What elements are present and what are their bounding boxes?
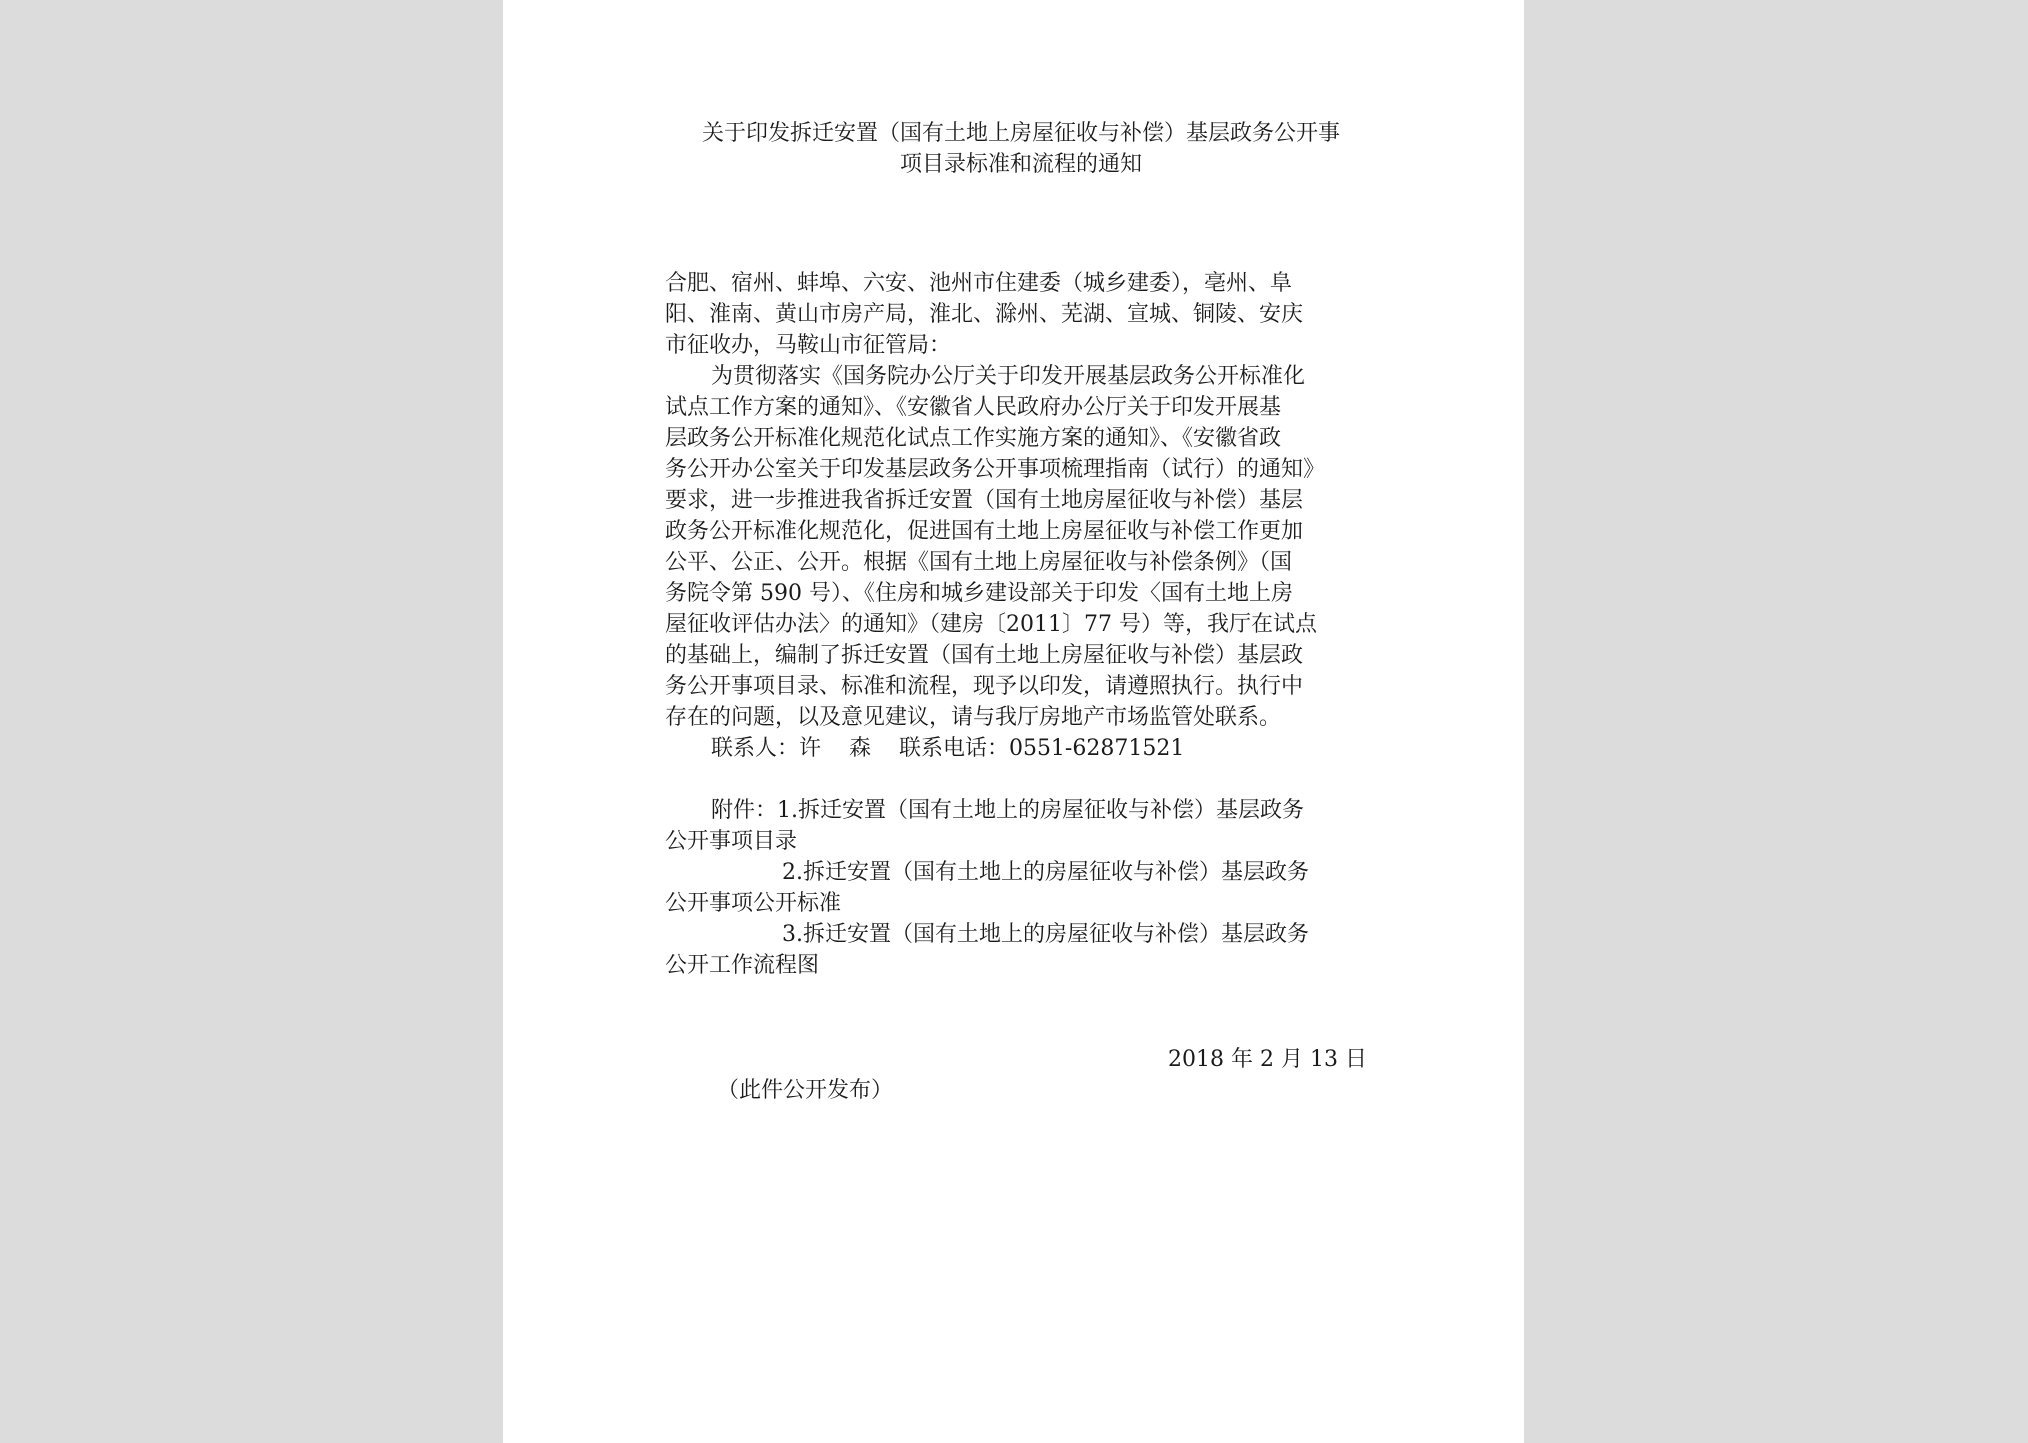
recipients-paragraph: [665, 268, 1377, 361]
document-content: [665, 118, 1377, 1106]
body-line: 存在的问题，以及意见建议，请与我厅房地产市场监管处联系。: [665, 705, 1282, 730]
attachment-2-line-1: 2.拆迁安置（国有土地上的房屋征收与补偿）基层政务: [782, 860, 1309, 885]
public-release-note: （此件公开发布）: [717, 1078, 894, 1103]
document-page: [503, 0, 1524, 1443]
body-line: 的基础上，编制了拆迁安置（国有土地上房屋征收与补偿）基层政: [665, 643, 1304, 668]
body-line: 务院令第 590 号）、《住房和城乡建设部关于印发〈国有土地上房: [665, 581, 1293, 606]
body-line: 务公开办公室关于印发基层政务公开事项梳理指南（试行）的通知》: [665, 457, 1326, 482]
body-line: 层政务公开标准化规范化试点工作实施方案的通知》、《安徽省政: [665, 426, 1282, 451]
document-title: [665, 118, 1377, 180]
attachment-3-line-2: 公开工作流程图: [665, 953, 820, 978]
body-paragraph: [665, 361, 1377, 733]
body-line: 试点工作方案的通知》、《安徽省人民政府办公厅关于印发开展基: [665, 395, 1282, 420]
attachment-3-line-1: 3.拆迁安置（国有土地上的房屋征收与补偿）基层政务: [782, 922, 1309, 947]
title-line-2: 项目录标准和流程的通知: [899, 152, 1142, 177]
body-line: 屋征收评估办法〉的通知》（建房〔2011〕77 号）等，我厅在试点: [665, 612, 1317, 637]
body-line: 公平、公正、公开。根据《国有土地上房屋征收与补偿条例》（国: [665, 550, 1293, 575]
attachment-1-line-2: 公开事项目录: [665, 829, 798, 854]
attachments-list: [665, 795, 1377, 981]
attachment-2-line-2: 公开事项公开标准: [665, 891, 842, 916]
body-line: 政务公开标准化规范化，促进国有土地上房屋征收与补偿工作更加: [665, 519, 1304, 544]
recipients-line: 阳、淮南、黄山市房产局，淮北、滁州、芜湖、宣城、铜陵、安庆: [665, 302, 1304, 327]
recipients-line: 合肥、宿州、蚌埠、六安、池州市住建委（城乡建委），亳州、阜: [665, 271, 1293, 296]
document-date: 2018 年 2 月 13 日: [1168, 1047, 1367, 1072]
recipients-line: 市征收办，马鞍山市征管局：: [665, 333, 952, 358]
title-line-1: 关于印发拆迁安置（国有土地上房屋征收与补偿）基层政务公开事: [701, 121, 1340, 146]
attachment-1-line-1: 附件：1.拆迁安置（国有土地上的房屋征收与补偿）基层政务: [711, 798, 1304, 823]
contact-info: 联系人：许 森 联系电话：0551-62871521: [711, 736, 1185, 761]
body-line: 务公开事项目录、标准和流程，现予以印发，请遵照执行。执行中: [665, 674, 1304, 699]
body-line: 要求，进一步推进我省拆迁安置（国有土地房屋征收与补偿）基层: [665, 488, 1304, 513]
body-line: 为贯彻落实《国务院办公厅关于印发开展基层政务公开标准化: [711, 364, 1306, 389]
